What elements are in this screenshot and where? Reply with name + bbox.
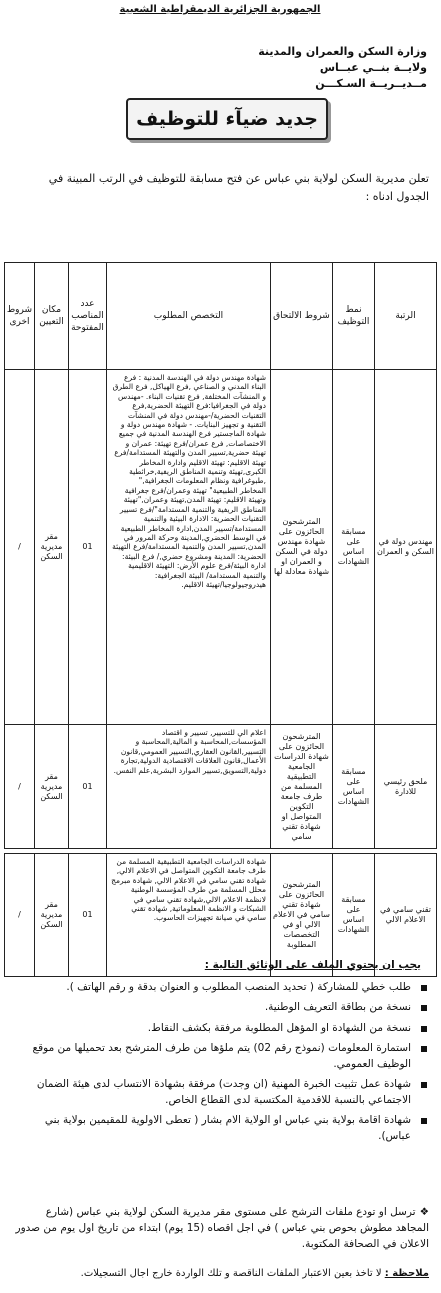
- cell-grade: ملحق رئيسي للادارة: [375, 725, 437, 849]
- cell-specialty: اعلام الي للتسيير, تسيير و اقتصاد المؤسسات,المحاسبة و المالية,المحاسبة و التسيير,القانون العقاري,التسيير العمومي,قانون الأعمال,قانون العلاقات الاقتصادية الدولية,تجارة دولية,التسويق,تسيير الموارد البشرية,علم النفس.: [107, 725, 271, 849]
- header-other: شروط اخرى: [5, 263, 35, 370]
- cell-grade: مهندس دولة في السكن و العمران: [375, 370, 437, 725]
- cell-place: مقر مديرية السكن: [35, 370, 69, 725]
- square-bullet-icon: [421, 1118, 427, 1124]
- documents-list: [11, 980, 429, 1145]
- document-text: شهادة اقامة بولاية بني عباس او الولاية الام بشار ( تعطى الاولوية للمقيمين بولاية بني عباس).: [44, 1114, 411, 1142]
- square-bullet-icon: [421, 985, 427, 991]
- cell-other: /: [5, 854, 35, 977]
- list-item: [11, 980, 429, 996]
- banner: [126, 98, 328, 140]
- republic-title: الجمهورية الجزائرية الديمقراطية الشعبية: [119, 4, 321, 15]
- cell-mode: مسابقة على اساس الشهادات: [333, 370, 375, 725]
- jobs-table: [4, 262, 437, 977]
- cell-positions: 01: [69, 854, 107, 977]
- list-item: [11, 1041, 429, 1072]
- ministry-name: وزارة السكن والعمران والمدينة: [258, 45, 427, 58]
- cell-mode: مسابقة على اساس الشهادات: [333, 854, 375, 977]
- document-text: استمارة المعلومات (نموذج رقم 02) يتم ملؤها من طرف المترشح بعد تحميلها من موقع الوظيف العمومي.: [32, 1042, 411, 1070]
- cell-other: /: [5, 370, 35, 725]
- issuer-block: [258, 44, 427, 92]
- cell-conditions: المترشحون الحائزون على شهادة الدراسات الجامعية التطبيقية المسلمة من طرف جامعة التكوين المتواصل او شهادة تقني سامي: [271, 725, 333, 849]
- documents-title: يجب ان يحتوي الملف على الوثائق التالية :: [204, 959, 421, 971]
- cell-positions: 01: [69, 725, 107, 849]
- directorate-name: مــديــريــة السـكـــن: [315, 77, 427, 90]
- cell-place: مقر مديرية السكن: [35, 725, 69, 849]
- banner-title: جديد ضيآء للتوظيف: [136, 108, 318, 130]
- arrow-bullet-icon: ❖: [419, 1206, 429, 1218]
- table-row: [5, 725, 437, 849]
- cell-mode: مسابقة على اساس الشهادات: [333, 725, 375, 849]
- cell-specialty: شهادة مهندس دولة في الهندسة المدنية : فرع البناء المدني و الصناعي ,فرع الهياكل, فرع الطرق و المنشآت المختلفة, فرع تقنيات البناء. -مهندس دولة في الجغرافيا:فرع التهيئة الحضرية,فرع التقنيات الحضرية/-مهندس دولة في المنشآت التقنية و تجهيز البنايات. - شهادة مهندس دولة و شهادة الماجستير فرع الهندسة المدنية في جميع الاختصاصات, فرع عمران/فرع تهيئة: عمران و تهيئة حضرية,تسيير المدن والتهيئة المستدامة/فرع تهيئة الاقليم: تهيئة الاقليم وادارة المخاطر الكبرى,تهيئة وتنمية المناطق الريفية,خرائطية ,طبوغرافية ونظام المعلومات الجغرافية," المخاطر الطبيعية" تهيئة وعمران/فرع جغرافية وتهيئة الاقليم: تهيئة المدن,تهيئة وعمران,"تهيئة المناطق الريفية والتنمية المستدامة"/فرع تسيير التقنيات الحضرية: الادارة البيئية والتنمية المستدامة/تسيير المدن,ادارة المخاطر الطبيعية في الوسط الحضري,المدينة وحركة المرور في المدن,تسيير المدن والتنمية المستدامة/فرع التهيئة الحضرية: المدينة ومشروع حضري,/ فرع البيئة: ادارة البيئة/فرع علوم الأرض: التهيئة الاقليمية والتنمية المستدامة/ البيئة الجغرافية: هيدروجيولوجيا/تهيئة الاقليم.: [107, 370, 271, 725]
- header-grade: الرتبة: [375, 263, 437, 370]
- document-text: نسخة من بطاقة التعريف الوطنية.: [264, 1001, 411, 1013]
- cell-positions: 01: [69, 370, 107, 725]
- note-label: ملاحظة :: [384, 1268, 429, 1279]
- header-mode: نمط التوظيف: [333, 263, 375, 370]
- square-bullet-icon: [421, 1005, 427, 1011]
- square-bullet-icon: [421, 1082, 427, 1088]
- intro-paragraph: تعلن مديرية السكن لولاية بني عباس عن فتح مسابقة للتوظيف في الرتب المبينة في الجدول ادناه :: [48, 172, 429, 203]
- cell-place: مقر مديرية السكن: [35, 854, 69, 977]
- header-positions: عدد المناصب المفتوحة: [69, 263, 107, 370]
- submission-paragraph: [11, 1204, 429, 1252]
- note-text: لا تاخذ بعين الاعتبار الملفات الناقصة و تلك الواردة خارج اجال التسجيلات.: [80, 1268, 382, 1279]
- cell-specialty: شهادة الدراسات الجامعية التطبيقية المسلمة من طرف جامعة التكوين المتواصل في الاعلام الالي, شهادة تقني سامي في الاعلام الالي, شهادة مبرمج محلل المسلمة من طرف المؤسسة الوطنية لانظمة الاعلام الالي,شهادة تقني سامي في الشبكات و الانظمة المعلوماتية, شهادة تقني سامي في صيانة تجهيزات الحاسوب.: [107, 854, 271, 977]
- list-item: [11, 1077, 429, 1108]
- cell-grade: تقني سامي في الاعلام الالي: [375, 854, 437, 977]
- square-bullet-icon: [421, 1046, 427, 1052]
- list-item: [11, 1113, 429, 1144]
- document-text: طلب خطي للمشاركة ( تحديد المنصب المطلوب و العنوان بدقة و رقم الهاتف ).: [66, 980, 411, 993]
- document-text: شهادة عمل تثبيت الخبرة المهنية (ان وجدت) مرفقة بشهادة الانتساب لدى هيئة الضمان الاجتماعي بالنسبة للاقدمية المكتسبة لدى القطاع الخاص.: [36, 1078, 411, 1106]
- square-bullet-icon: [421, 1026, 427, 1032]
- header-place: مكان التعيين: [35, 263, 69, 370]
- header-specialty: التخصص المطلوب: [107, 263, 271, 370]
- submission-text: ترسل او تودع ملفات الترشح على مستوى مقر مديرية السكن لولاية بني عباس (شارع المجاهد مطوش بحوص بني عباس ) في اجل اقصاه (15 يوم) ابتداء من تاريخ اول يوم من صدور الاعلان في الصحافة المكتوبة.: [15, 1206, 429, 1250]
- cell-conditions: المترشحون الحائزون على شهادة تقني سامي في الاعلام الالي او في التخصصات المطلوبة: [271, 854, 333, 977]
- wilaya-name: ولايــة بنــي عبــاس: [319, 61, 427, 74]
- documents-section: [11, 958, 429, 1149]
- list-item: [11, 1000, 429, 1016]
- list-item: [11, 1021, 429, 1037]
- header-conditions: شروط الالتحاق: [271, 263, 333, 370]
- cell-other: /: [5, 725, 35, 849]
- note-paragraph: [11, 1268, 429, 1279]
- table-header-row: [5, 263, 437, 370]
- table-row: [5, 370, 437, 725]
- document-text: نسخة من الشهادة او المؤهل المطلوبة مرفقة بكشف النقاط.: [147, 1021, 411, 1034]
- cell-conditions: المترشحون الحائزون على شهادة مهندس دولة في السكن و العمران او شهادة معادلة لها: [271, 370, 333, 725]
